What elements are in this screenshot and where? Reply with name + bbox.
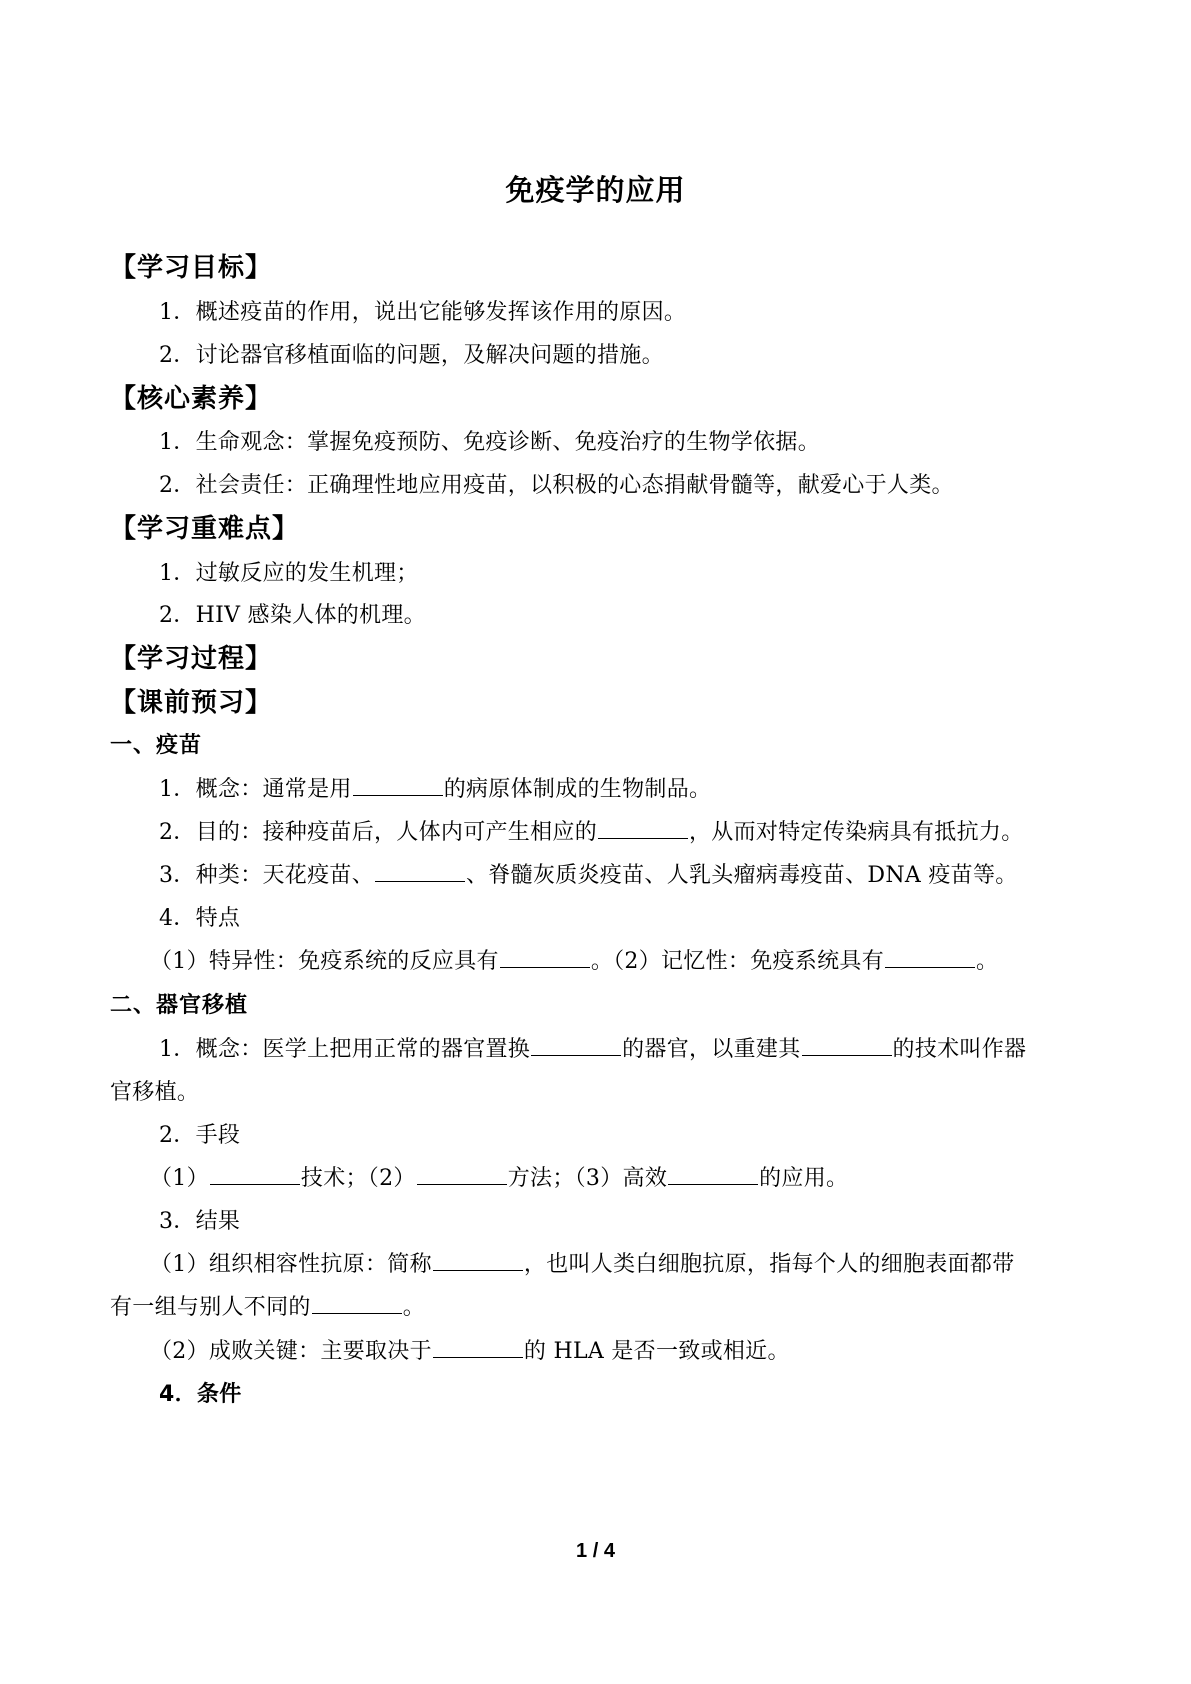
- text: ，也叫人类白细胞抗原，指每个人的细胞表面都带: [523, 1252, 1015, 1277]
- fill-blank: [668, 1166, 758, 1185]
- vaccine-line-4: 4．特点: [159, 906, 241, 931]
- transplant-line-3: [150, 1161, 848, 1192]
- text: 方法；（3）高效: [507, 1166, 668, 1191]
- page-title: 免疫学的应用: [505, 173, 686, 207]
- section-transplant-heading: 二、器官移植: [110, 993, 249, 1018]
- fill-blank: [375, 863, 465, 882]
- transplant-line-7: [150, 1334, 790, 1365]
- transplant-line-2: 2．手段: [159, 1123, 241, 1148]
- fill-blank: [312, 1295, 402, 1314]
- text: 的技术叫作器: [892, 1037, 1027, 1062]
- text: 。（2）记忆性：免疫系统具有: [590, 949, 885, 974]
- text: 技术；（2）: [300, 1166, 416, 1191]
- text: 。: [402, 1295, 426, 1320]
- vaccine-line-3: [159, 858, 1018, 889]
- transplant-line-1-cont: 官移植。: [110, 1080, 200, 1105]
- text: 的 HLA 是否一致或相近。: [523, 1339, 790, 1364]
- heading-preview: 【课前预习】: [110, 688, 273, 718]
- objective-item-1: 1．概述疫苗的作用，说出它能够发挥该作用的原因。: [159, 300, 687, 325]
- fill-blank: [531, 1037, 621, 1056]
- heading-literacy: 【核心素养】: [110, 384, 273, 414]
- transplant-line-4: 3．结果: [159, 1209, 241, 1234]
- fill-blank: [500, 949, 590, 968]
- text: （1）特异性：免疫系统的反应具有: [150, 949, 499, 974]
- vaccine-line-5: [150, 944, 998, 975]
- text: （2）成败关键：主要取决于: [150, 1339, 432, 1364]
- key-point-item-2: 2．HIV 感染人体的机理。: [159, 603, 426, 628]
- text: 2．目的：接种疫苗后，人体内可产生相应的: [159, 820, 597, 845]
- transplant-line-1: [159, 1032, 1026, 1063]
- fill-blank: [353, 777, 443, 796]
- page-number: 1 / 4: [576, 1540, 615, 1562]
- text: 。: [976, 949, 999, 974]
- fill-blank: [433, 1339, 523, 1358]
- text: 的器官，以重建其: [622, 1037, 801, 1062]
- heading-key-points: 【学习重难点】: [110, 514, 300, 544]
- text: 的病原体制成的生物制品。: [443, 777, 712, 802]
- heading-objectives: 【学习目标】: [110, 253, 273, 283]
- fill-blank: [210, 1166, 300, 1185]
- text: ，从而对特定传染病具有抵抗力。: [689, 820, 1024, 845]
- transplant-line-5: [150, 1247, 1015, 1278]
- objective-item-2: 2．讨论器官移植面临的问题，及解决问题的措施。: [159, 343, 664, 368]
- text: 3．种类：天花疫苗、: [159, 863, 374, 888]
- transplant-line-8: 4．条件: [159, 1382, 242, 1407]
- text: （1）组织相容性抗原：简称: [150, 1252, 432, 1277]
- text: 、脊髓灰质炎疫苗、人乳头瘤病毒疫苗、DNA 疫苗等。: [466, 863, 1018, 888]
- text: 1．概念：通常是用: [159, 777, 352, 802]
- section-vaccine-heading: 一、疫苗: [110, 733, 203, 758]
- fill-blank: [433, 1252, 523, 1271]
- key-point-item-1: 1．过敏反应的发生机理；: [159, 561, 419, 586]
- text: 1．概念：医学上把用正常的器官置换: [159, 1037, 531, 1062]
- text: 的应用。: [759, 1166, 849, 1191]
- fill-blank: [598, 820, 688, 839]
- text: （1）: [150, 1166, 209, 1191]
- fill-blank: [417, 1166, 507, 1185]
- transplant-line-6: [110, 1290, 425, 1321]
- literacy-item-2: 2．社会责任：正确理性地应用疫苗，以积极的心态捐献骨髓等，献爱心于人类。: [159, 473, 954, 498]
- vaccine-line-2: [159, 815, 1024, 846]
- fill-blank: [885, 949, 975, 968]
- fill-blank: [802, 1037, 892, 1056]
- text: 有一组与别人不同的: [110, 1295, 311, 1320]
- heading-process: 【学习过程】: [110, 644, 273, 674]
- literacy-item-1: 1．生命观念：掌握免疫预防、免疫诊断、免疫治疗的生物学依据。: [159, 430, 820, 455]
- vaccine-line-1: [159, 772, 711, 803]
